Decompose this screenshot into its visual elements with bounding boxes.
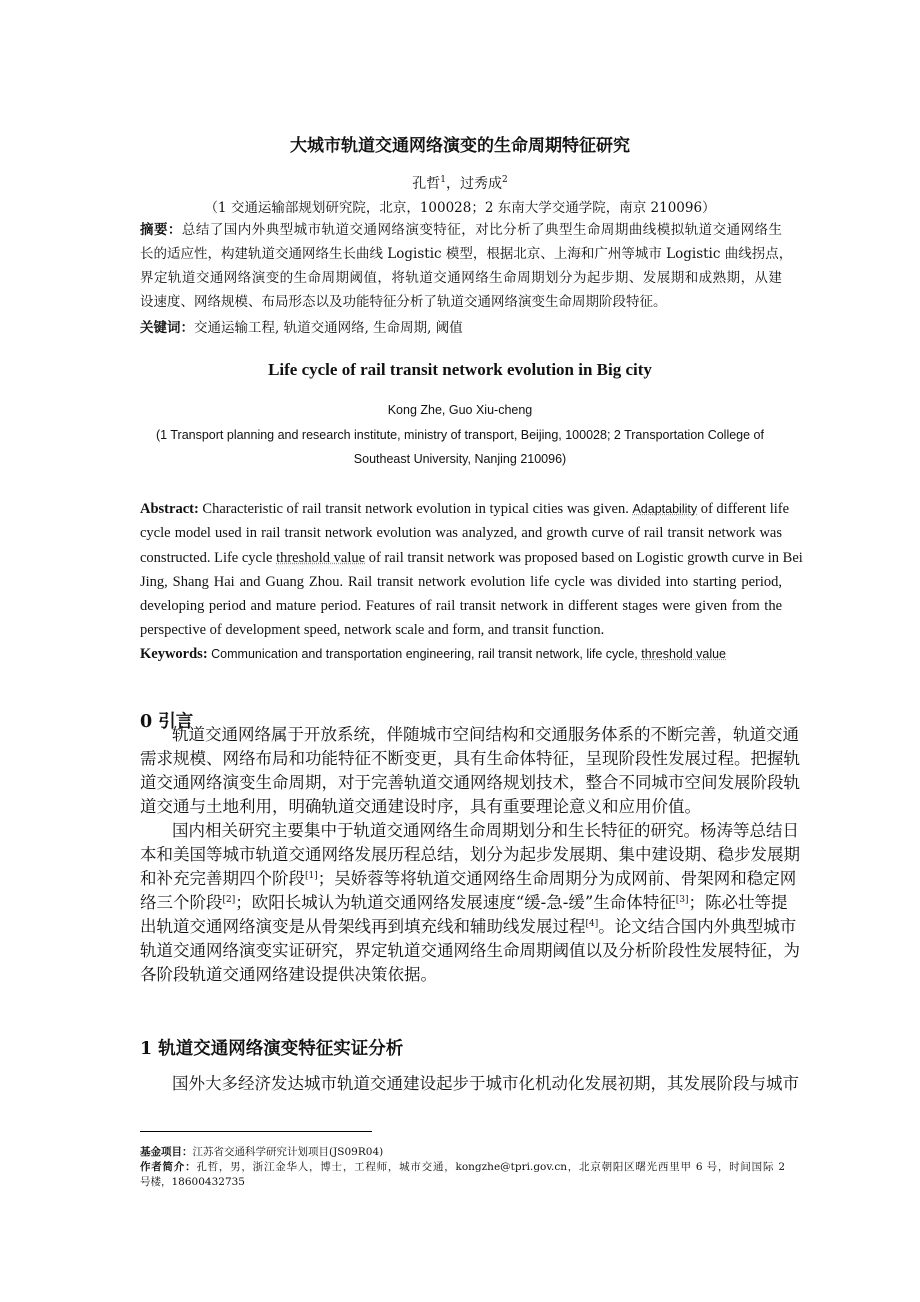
abstract-text: Characteristic of rail transit network evolution in typical cities was given. <box>198 501 633 517</box>
author-name: 孔哲 <box>412 176 441 192</box>
abstract-text: of different life <box>697 501 790 517</box>
abstract-label: 摘要： <box>140 222 182 238</box>
text-run: 轨道交通网络演变实证研究，界定轨道交通网络生命周期阈值以及分析阶段性发展特征，为 <box>140 941 800 960</box>
text-run: 出轨道交通网络演变是从骨架线再到填充线和辅助线发展过程 <box>140 917 586 936</box>
citation-ref[interactable]: [2] <box>222 895 236 905</box>
abstract-label: Abstract: <box>140 501 199 517</box>
text-run: 道交通网络演变生命周期，对于完善轨道交通网络规划技术，整合不同城市空间发展阶段轨 <box>140 773 800 792</box>
text-run: 轨道交通网络属于开放系统，伴随城市空间结构和交通服务体系的不断完善，轨道交通 <box>172 725 799 744</box>
paragraph-line <box>140 917 797 937</box>
text-run: 国内相关研究主要集中于轨道交通网络生命周期划分和生长特征的研究。杨涛等总结日 <box>172 821 799 840</box>
keywords-cn <box>140 318 782 338</box>
fund-text: 江苏省交通科学研究计划项目(JS09R04) <box>192 1146 384 1158</box>
text-run: 各阶段轨道交通网络建设提供决策依据。 <box>140 965 437 984</box>
text-run: ；欧阳长城认为轨道交通网络发展速度“缓-急-缓”生命体特征 <box>235 893 676 912</box>
abstract-text: 设速度、网络规模、布局形态以及功能特征分析了轨道交通网络演变生命周期阶段特征。 <box>140 294 667 310</box>
paragraph-line <box>140 869 797 889</box>
abstract-text: cycle model used in rail transit network evolution was analyzed, and growth curve of rail transit network was <box>140 525 782 541</box>
abstract-text: 界定轨道交通网络演变的生命周期阈值，将轨道交通网络生命周期划分为起步期、发展期和成熟期，从建 <box>140 270 782 286</box>
affiliation-cn: （1 交通运输部规划研究院，北京，100028；2 东南大学交通学院，南京 210096） <box>204 200 716 216</box>
paragraph-line <box>140 773 800 793</box>
keywords-label: 关键词： <box>140 320 194 336</box>
spellcheck-word: threshold value <box>276 550 366 566</box>
paragraph-line <box>140 965 782 985</box>
paragraph-line <box>172 1074 799 1094</box>
keywords-text: Communication and transportation engineering, rail transit network, life cycle, <box>207 647 642 661</box>
paragraph-line <box>140 941 800 961</box>
author-text: 孔哲，男，浙江金华人，博士，工程师，城市交通，kongzhe@tpri.gov.cn，北京朝阳区曙光西里甲 6 号，时间国际 2 <box>196 1161 786 1173</box>
abstract-line <box>140 268 782 288</box>
author-affil-sup: 1 <box>440 175 446 185</box>
author-affil-sup: 2 <box>502 175 508 185</box>
abstract-line <box>140 244 793 264</box>
section-heading-introduction: 0 引言 <box>140 712 194 732</box>
abstract-text: of rail transit network was proposed based on Logistic growth curve in Bei <box>365 550 803 566</box>
abstract-text: developing period and mature period. Features of rail transit network in different stages were given from the <box>140 598 782 614</box>
author-name: ，过秀成 <box>446 176 502 192</box>
paragraph-line <box>172 821 799 841</box>
abstract-text: Jing, Shang Hai and Guang Zhou. Rail transit network evolution life cycle was divided into starting period, <box>140 574 782 590</box>
citation-ref[interactable]: [4] <box>585 919 599 929</box>
abstract-text: 总结了国内外典型城市轨道交通网络演变特征，对比分析了典型生命周期曲线模拟轨道交通网络生 <box>181 222 783 238</box>
footnote-fund <box>140 1145 785 1160</box>
paragraph-line <box>172 725 799 745</box>
spellcheck-word: Adaptability <box>632 502 698 516</box>
paragraph-line <box>140 749 800 769</box>
keywords-label: Keywords: <box>140 646 208 662</box>
affiliation-en-line1: (1 Transport planning and research institute, ministry of transport, Beijing, 100028; 2 Transportation College of <box>156 428 764 442</box>
text-run: 本和美国等城市轨道交通网络发展历程总结，划分为起步发展期、集中建设期、稳步发展期 <box>140 845 800 864</box>
footnote-divider <box>140 1131 372 1132</box>
text-run: ；吴娇蓉等将轨道交通网络生命周期分为成网前、骨架网和稳定网 <box>317 869 797 888</box>
abstract-text: constructed. Life cycle <box>140 550 277 566</box>
paper-title-en: Life cycle of rail transit network evolution in Big city <box>268 360 652 379</box>
author-label: 作者简介： <box>140 1161 197 1173</box>
abstract-line <box>140 220 782 240</box>
citation-ref[interactable]: [3] <box>675 895 689 905</box>
paragraph-line <box>140 797 782 817</box>
authors-en: Kong Zhe, Guo Xiu-cheng <box>387 403 533 417</box>
text-run: ；陈必壮等提 <box>688 893 788 912</box>
abstract-text: 长的适应性，构建轨道交通网络生长曲线 Logistic 模型，根据北京、上海和广州等城市 Logistic 曲线拐点， <box>140 246 793 262</box>
text-run: 国外大多经济发达城市轨道交通建设起步于城市化机动化发展初期，其发展阶段与城市 <box>172 1074 799 1093</box>
citation-ref[interactable]: [1] <box>305 871 318 881</box>
paper-title-cn: 大城市轨道交通网络演变的生命周期特征研究 <box>290 136 630 156</box>
footnote-author-cont: 号楼，18600432735 <box>140 1176 245 1188</box>
authors-cn <box>0 173 920 193</box>
text-run: 需求规模、网络布局和功能特征不断变更，具有生命体特征，呈现阶段性发展过程。把握轨 <box>140 749 800 768</box>
text-run: 。论文结合国内外典型城市 <box>598 917 797 936</box>
paragraph-line <box>140 893 788 913</box>
text-run: 道交通与土地利用，明确轨道交通建设时序，具有重要理论意义和应用价值。 <box>140 797 701 816</box>
affiliation-en-line2: Southeast University, Nanjing 210096) <box>353 452 567 466</box>
section-heading-1: 1 轨道交通网络演变特征实证分析 <box>140 1039 404 1059</box>
spellcheck-word: threshold value <box>641 647 726 661</box>
fund-label: 基金项目： <box>140 1146 193 1158</box>
text-run: 和补充完善期四个阶段 <box>140 869 305 888</box>
paragraph-line <box>140 845 800 865</box>
abstract-line <box>140 292 782 312</box>
abstract-text: perspective of development speed, network scale and form, and transit function. <box>140 622 605 638</box>
footnote-author <box>140 1160 785 1175</box>
keywords-text: 交通运输工程, 轨道交通网络, 生命周期, 阈值 <box>194 320 463 336</box>
text-run: 络三个阶段 <box>140 893 223 912</box>
